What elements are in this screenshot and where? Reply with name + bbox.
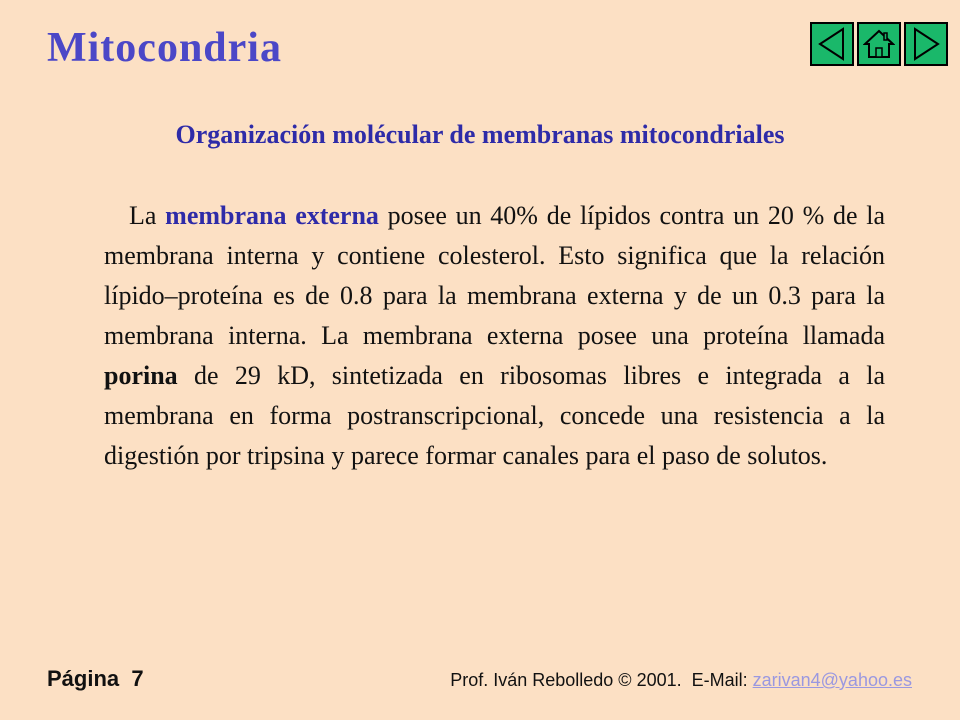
triangle-right-icon (911, 27, 941, 61)
prev-button[interactable] (810, 22, 854, 66)
next-button[interactable] (904, 22, 948, 66)
body-paragraph (104, 196, 885, 476)
credit-text: Prof. Iván Rebolledo © 2001. E-Mail: (450, 670, 753, 690)
paragraph-text-3: de 29 kD, sintetizada en ribosomas libres e integrada a la membrana en forma postranscripcional, concede una resistencia a la digestión por tripsina y parece formar canales para el paso de solutos. (104, 361, 885, 470)
email-link[interactable]: zarivan4@yahoo.es (752, 670, 912, 690)
highlight-term: membrana externa (165, 201, 379, 230)
section-subtitle: Organización molécular de membranas mitocondriales (175, 120, 785, 149)
paragraph-text-2: posee un 40% de lípidos contra un 20 % de la membrana interna y contiene colesterol. Esto significa que la relación lípido–proteína es de 0.8 para la membrana externa y de un 0.3 para la membrana interna. La membrana externa posee una proteína llamada (104, 201, 886, 350)
home-icon (863, 28, 895, 60)
home-button[interactable] (857, 22, 901, 66)
bold-term: porina (104, 361, 178, 390)
nav-buttons (810, 22, 948, 66)
page-title: Mitocondria (47, 25, 282, 71)
paragraph-text-1: La (129, 201, 166, 230)
triangle-left-icon (817, 27, 847, 61)
page-number: Página 7 (47, 666, 144, 691)
footer-credit (450, 670, 912, 691)
